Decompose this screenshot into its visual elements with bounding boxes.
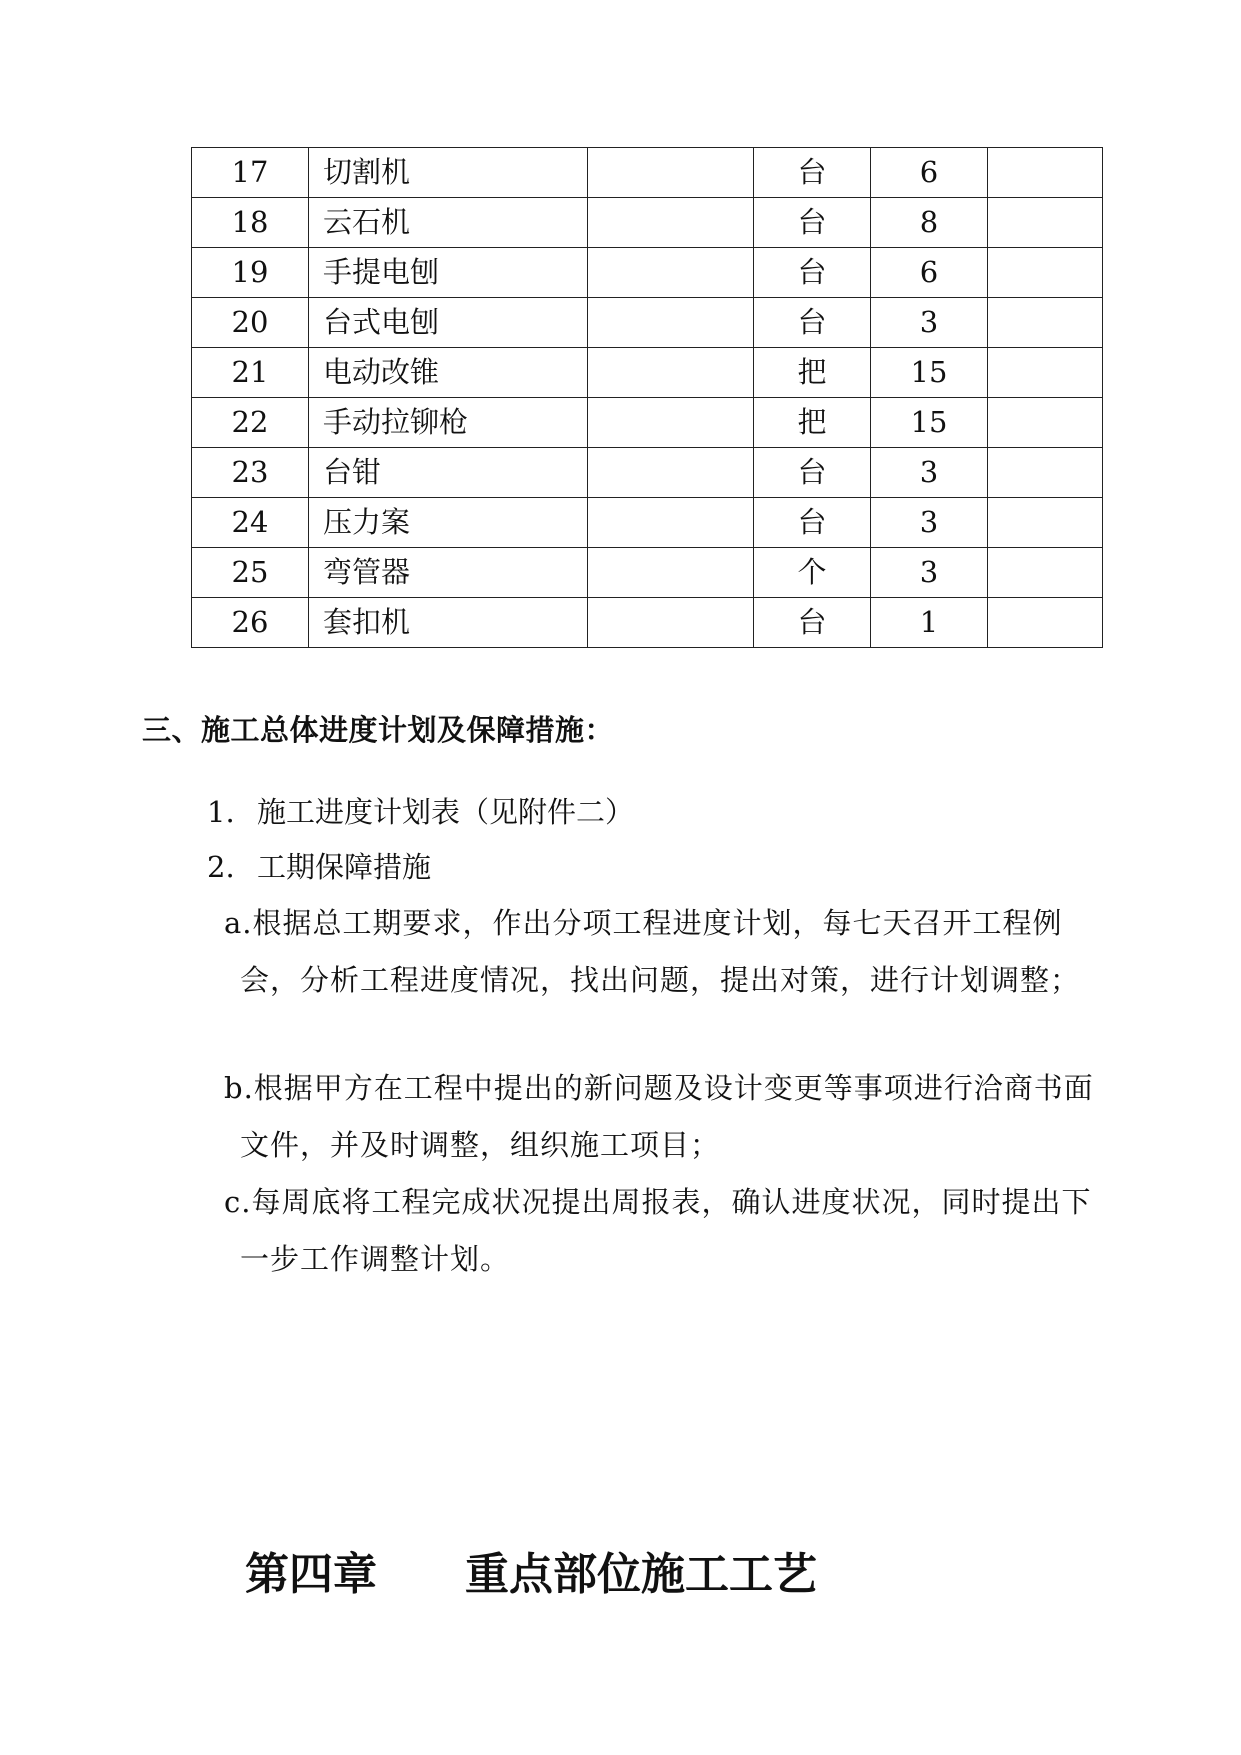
note-cell — [988, 448, 1103, 498]
row-number-cell: 17 — [192, 148, 309, 198]
unit-cell: 把 — [754, 348, 871, 398]
unit-cell: 台 — [754, 148, 871, 198]
table-row — [192, 498, 1103, 548]
table-row — [192, 598, 1103, 648]
table-row — [192, 348, 1103, 398]
row-number-cell: 25 — [192, 548, 309, 598]
list-item-guarantee — [207, 845, 431, 886]
row-number-cell: 22 — [192, 398, 309, 448]
row-number-cell: 21 — [192, 348, 309, 398]
spec-cell — [588, 148, 754, 198]
unit-cell: 把 — [754, 398, 871, 448]
equipment-name-cell: 云石机 — [309, 198, 588, 248]
spec-cell — [588, 198, 754, 248]
unit-cell: 台 — [754, 298, 871, 348]
quantity-cell: 3 — [871, 298, 988, 348]
note-cell — [988, 298, 1103, 348]
unit-cell: 台 — [754, 498, 871, 548]
spec-cell — [588, 498, 754, 548]
unit-cell: 个 — [754, 548, 871, 598]
list-item-text: 工期保障措施 — [257, 850, 432, 884]
note-cell — [988, 248, 1103, 298]
list-item-text: 施工进度计划表（见附件二） — [257, 795, 635, 829]
list-item-number: 2. — [207, 850, 235, 884]
unit-cell: 台 — [754, 448, 871, 498]
spec-cell — [588, 248, 754, 298]
quantity-cell: 3 — [871, 548, 988, 598]
equipment-name-cell: 台式电刨 — [309, 298, 588, 348]
spec-cell — [588, 448, 754, 498]
equipment-name-cell: 手动拉铆枪 — [309, 398, 588, 448]
note-cell — [988, 598, 1103, 648]
equipment-name-cell: 压力案 — [309, 498, 588, 548]
quantity-cell: 15 — [871, 348, 988, 398]
chapter-title: 第四章 重点部位施工工艺 — [245, 1549, 817, 1600]
note-cell — [988, 398, 1103, 448]
equipment-name-cell: 电动改锥 — [309, 348, 588, 398]
measure-paragraph-c: c.每周底将工程完成状况提出周报表，确认进度状况，同时提出下一步工作调整计划。 — [224, 1185, 1092, 1276]
equipment-name-cell: 手提电刨 — [309, 248, 588, 298]
row-number-cell: 18 — [192, 198, 309, 248]
quantity-cell: 3 — [871, 498, 988, 548]
table-row — [192, 398, 1103, 448]
row-number-cell: 24 — [192, 498, 309, 548]
quantity-cell: 3 — [871, 448, 988, 498]
row-number-cell: 20 — [192, 298, 309, 348]
equipment-table — [191, 147, 1103, 648]
quantity-cell: 8 — [871, 198, 988, 248]
table-row — [192, 298, 1103, 348]
equipment-name-cell: 台钳 — [309, 448, 588, 498]
table-row — [192, 248, 1103, 298]
spec-cell — [588, 398, 754, 448]
equipment-table-body — [192, 148, 1103, 648]
quantity-cell: 1 — [871, 598, 988, 648]
row-number-cell: 23 — [192, 448, 309, 498]
unit-cell: 台 — [754, 598, 871, 648]
note-cell — [988, 198, 1103, 248]
note-cell — [988, 548, 1103, 598]
unit-cell: 台 — [754, 198, 871, 248]
table-row — [192, 548, 1103, 598]
equipment-name-cell: 弯管器 — [309, 548, 588, 598]
measure-paragraph-b: b.根据甲方在工程中提出的新问题及设计变更等事项进行洽商书面文件，并及时调整，组织施工项目； — [224, 1071, 1094, 1162]
note-cell — [988, 498, 1103, 548]
note-cell — [988, 348, 1103, 398]
equipment-name-cell: 套扣机 — [309, 598, 588, 648]
spec-cell — [588, 548, 754, 598]
quantity-cell: 15 — [871, 398, 988, 448]
spec-cell — [588, 598, 754, 648]
unit-cell: 台 — [754, 248, 871, 298]
equipment-name-cell: 切割机 — [309, 148, 588, 198]
table-row — [192, 198, 1103, 248]
spec-cell — [588, 348, 754, 398]
list-item-schedule — [207, 790, 634, 831]
spec-cell — [588, 298, 754, 348]
table-row — [192, 148, 1103, 198]
measure-paragraph-a: a.根据总工期要求，作出分项工程进度计划，每七天召开工程例会，分析工程进度情况，找出问题，提出对策，进行计划调整； — [224, 906, 1081, 997]
list-item-number: 1. — [207, 795, 235, 829]
row-number-cell: 26 — [192, 598, 309, 648]
row-number-cell: 19 — [192, 248, 309, 298]
note-cell — [988, 148, 1103, 198]
quantity-cell: 6 — [871, 148, 988, 198]
table-row — [192, 448, 1103, 498]
section-heading: 三、施工总体进度计划及保障措施： — [142, 713, 615, 747]
quantity-cell: 6 — [871, 248, 988, 298]
